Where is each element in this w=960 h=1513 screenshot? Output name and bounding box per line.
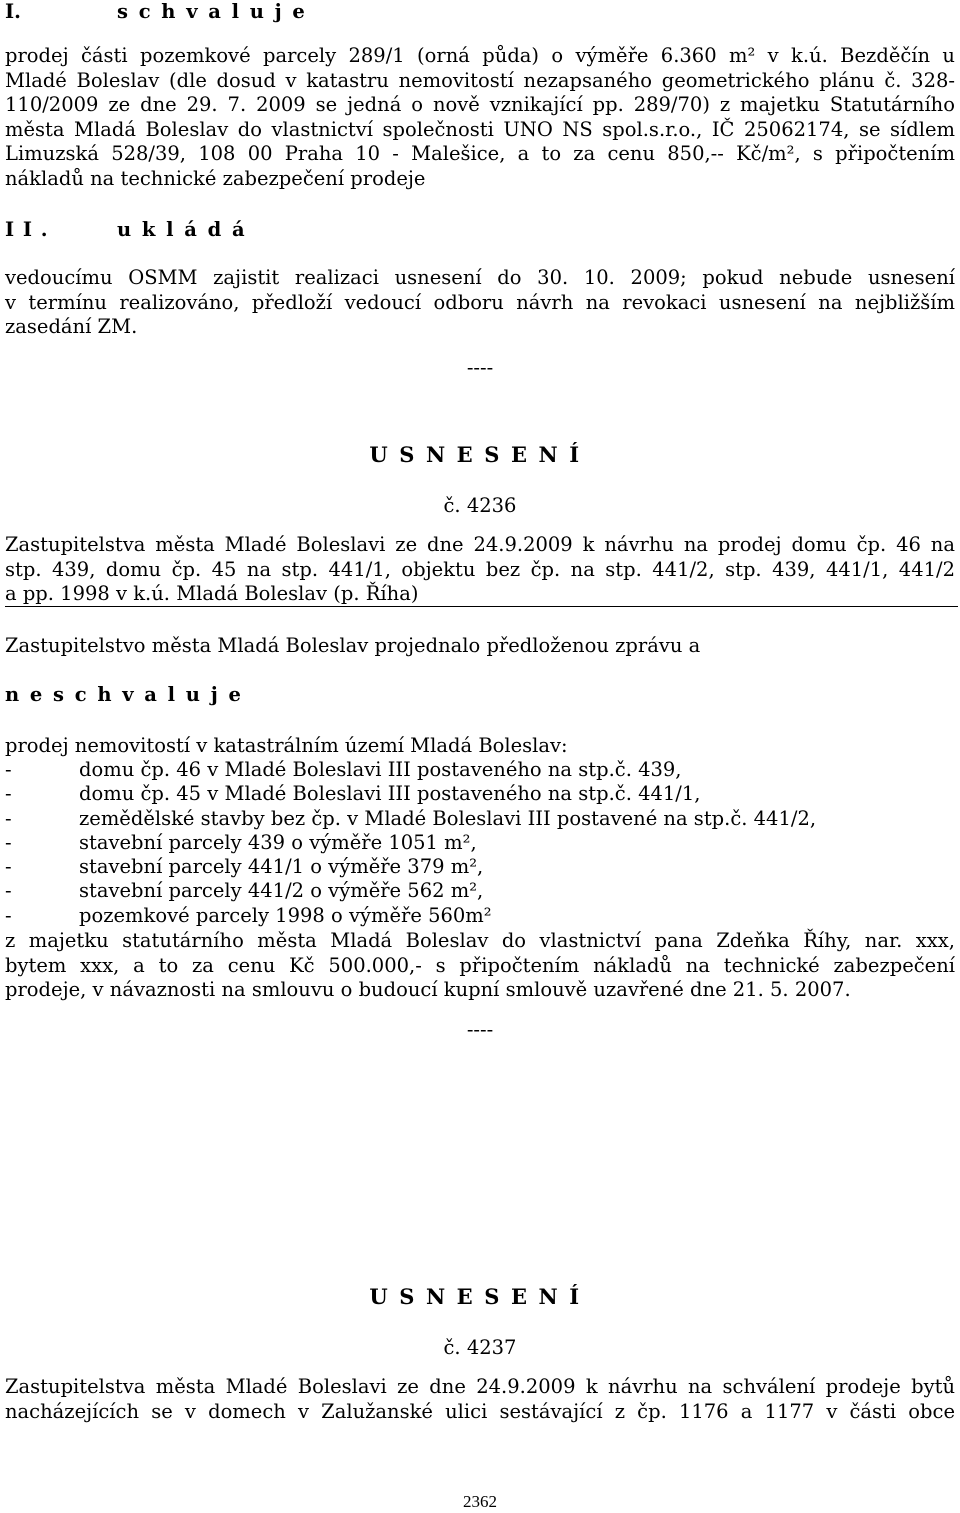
list-item-text: pozemkové parcely 1998 o výměře 560m² <box>79 903 492 927</box>
list-item-text: stavební parcely 439 o výměře 1051 m², <box>79 830 477 854</box>
council-intro: Zastupitelstvo města Mladá Boleslav projednalo předloženou zprávu a <box>5 634 701 657</box>
section-2-paragraph <box>5 266 955 340</box>
list-item-text: stavební parcely 441/2 o výměře 562 m², <box>79 879 484 903</box>
section-1-number: I. <box>5 0 21 23</box>
text-line: prodej části pozemkové parcely 289/1 (orná půda) o výměře 6.360 m² v k.ú. Bezděčín u <box>5 44 955 67</box>
page-number: 2362 <box>463 1492 497 1511</box>
text-line: prodeje, v návaznosti na smlouvu o budoucí kupní smlouvě uzavřené dne 21. 5. 2007. <box>5 978 851 1001</box>
list-item-text: domu čp. 46 v Mladé Boleslavi III postaveného na stp.č. 439, <box>79 758 682 781</box>
list-item <box>5 758 955 782</box>
list-item <box>5 807 955 831</box>
list-dash: - <box>5 903 12 927</box>
text-line: zasedání ZM. <box>5 315 138 338</box>
closing-paragraph <box>5 929 955 1003</box>
section-2-heading <box>5 218 955 243</box>
text-line: vedoucímu OSMM zajistit realizaci usnesení do 30. 10. 2009; pokud nebude usnesení <box>5 266 955 289</box>
list-item <box>5 879 955 903</box>
section-2-verb: ukládá <box>117 218 256 241</box>
list-dash: - <box>5 879 12 903</box>
resolution-number: č. 4237 <box>443 1336 517 1359</box>
divider-line <box>5 606 958 607</box>
section-2-number: II. <box>5 218 57 241</box>
list-item <box>5 904 955 928</box>
text-line: 110/2009 ze dne 29. 7. 2009 se jedná o nově vznikající pp. 289/70) z majetku Statutárního <box>5 93 955 116</box>
text-line: a pp. 1998 v k.ú. Mladá Boleslav (p. Říha) <box>5 582 419 605</box>
section-1-heading <box>5 0 955 25</box>
separator: ---- <box>466 1018 494 1041</box>
text-line: Zastupitelstva města Mladé Boleslavi ze dne 24.9.2009 k návrhu na prodej domu čp. 46 na <box>5 533 955 556</box>
text-line: v termínu realizováno, předloží vedoucí odboru návrh na revokaci usnesení na nejbližším <box>5 290 955 314</box>
resolution-subject <box>5 533 955 607</box>
list-dash: - <box>5 806 12 830</box>
text-line: města Mladá Boleslav do vlastnictví společnosti UNO NS spol.s.r.o., IČ 25062174, se sídlem <box>5 117 955 141</box>
list-item <box>5 782 955 806</box>
list-dash: - <box>5 758 12 781</box>
list-item <box>5 855 955 879</box>
text-line: stp. 439, domu čp. 45 na stp. 441/1, objektu bez čp. na stp. 441/2, stp. 439, 441/1, 441/2 <box>5 557 955 581</box>
list-item-text: stavební parcely 441/1 o výměře 379 m², <box>79 855 484 879</box>
property-list <box>5 758 955 928</box>
text-line: nacházejících se v domech v Zalužanské ulici sestávající z čp. 1176 a 1177 v části obce <box>5 1399 955 1423</box>
list-item-text: zemědělské stavby bez čp. v Mladé Boleslavi III postavené na stp.č. 441/2, <box>79 806 817 830</box>
text-line: z majetku statutárního města Mladá Boleslav do vlastnictví pana Zdeňka Říhy, nar. xxx, <box>5 929 955 952</box>
separator: ---- <box>466 356 494 379</box>
resolution-number: č. 4236 <box>443 494 517 517</box>
text-line: Mladé Boleslav (dle dosud v katastru nemovitostí nezapsaného geometrického plánu č. 328- <box>5 68 955 92</box>
list-intro: prodej nemovitostí v katastrálním území Mladá Boleslav: <box>5 734 568 757</box>
resolution-verdict: neschvaluje <box>5 683 252 706</box>
list-dash: - <box>5 830 12 854</box>
resolution-title: USNESENÍ <box>369 442 591 467</box>
text-line: Limuzská 528/39, 108 00 Praha 10 - Malešice, a to za cenu 850,-- Kč/m², s připočtením <box>5 142 955 165</box>
list-dash: - <box>5 855 12 879</box>
resolution-subject <box>5 1375 955 1424</box>
text-line: bytem xxx, a to za cenu Kč 500.000,- s připočtením nákladů na technické zabezpečení <box>5 953 955 977</box>
resolution-title: USNESENÍ <box>369 1284 591 1309</box>
list-item-text: domu čp. 45 v Mladé Boleslavi III postaveného na stp.č. 441/1, <box>79 782 701 806</box>
list-dash: - <box>5 782 12 806</box>
text-line: nákladů na technické zabezpečení prodeje <box>5 166 426 190</box>
section-1-paragraph <box>5 44 955 191</box>
text-line: Zastupitelstva města Mladé Boleslavi ze dne 24.9.2009 k návrhu na schválení prodeje bytů <box>5 1375 955 1398</box>
section-1-verb: schvaluje <box>117 0 316 23</box>
list-item <box>5 831 955 855</box>
